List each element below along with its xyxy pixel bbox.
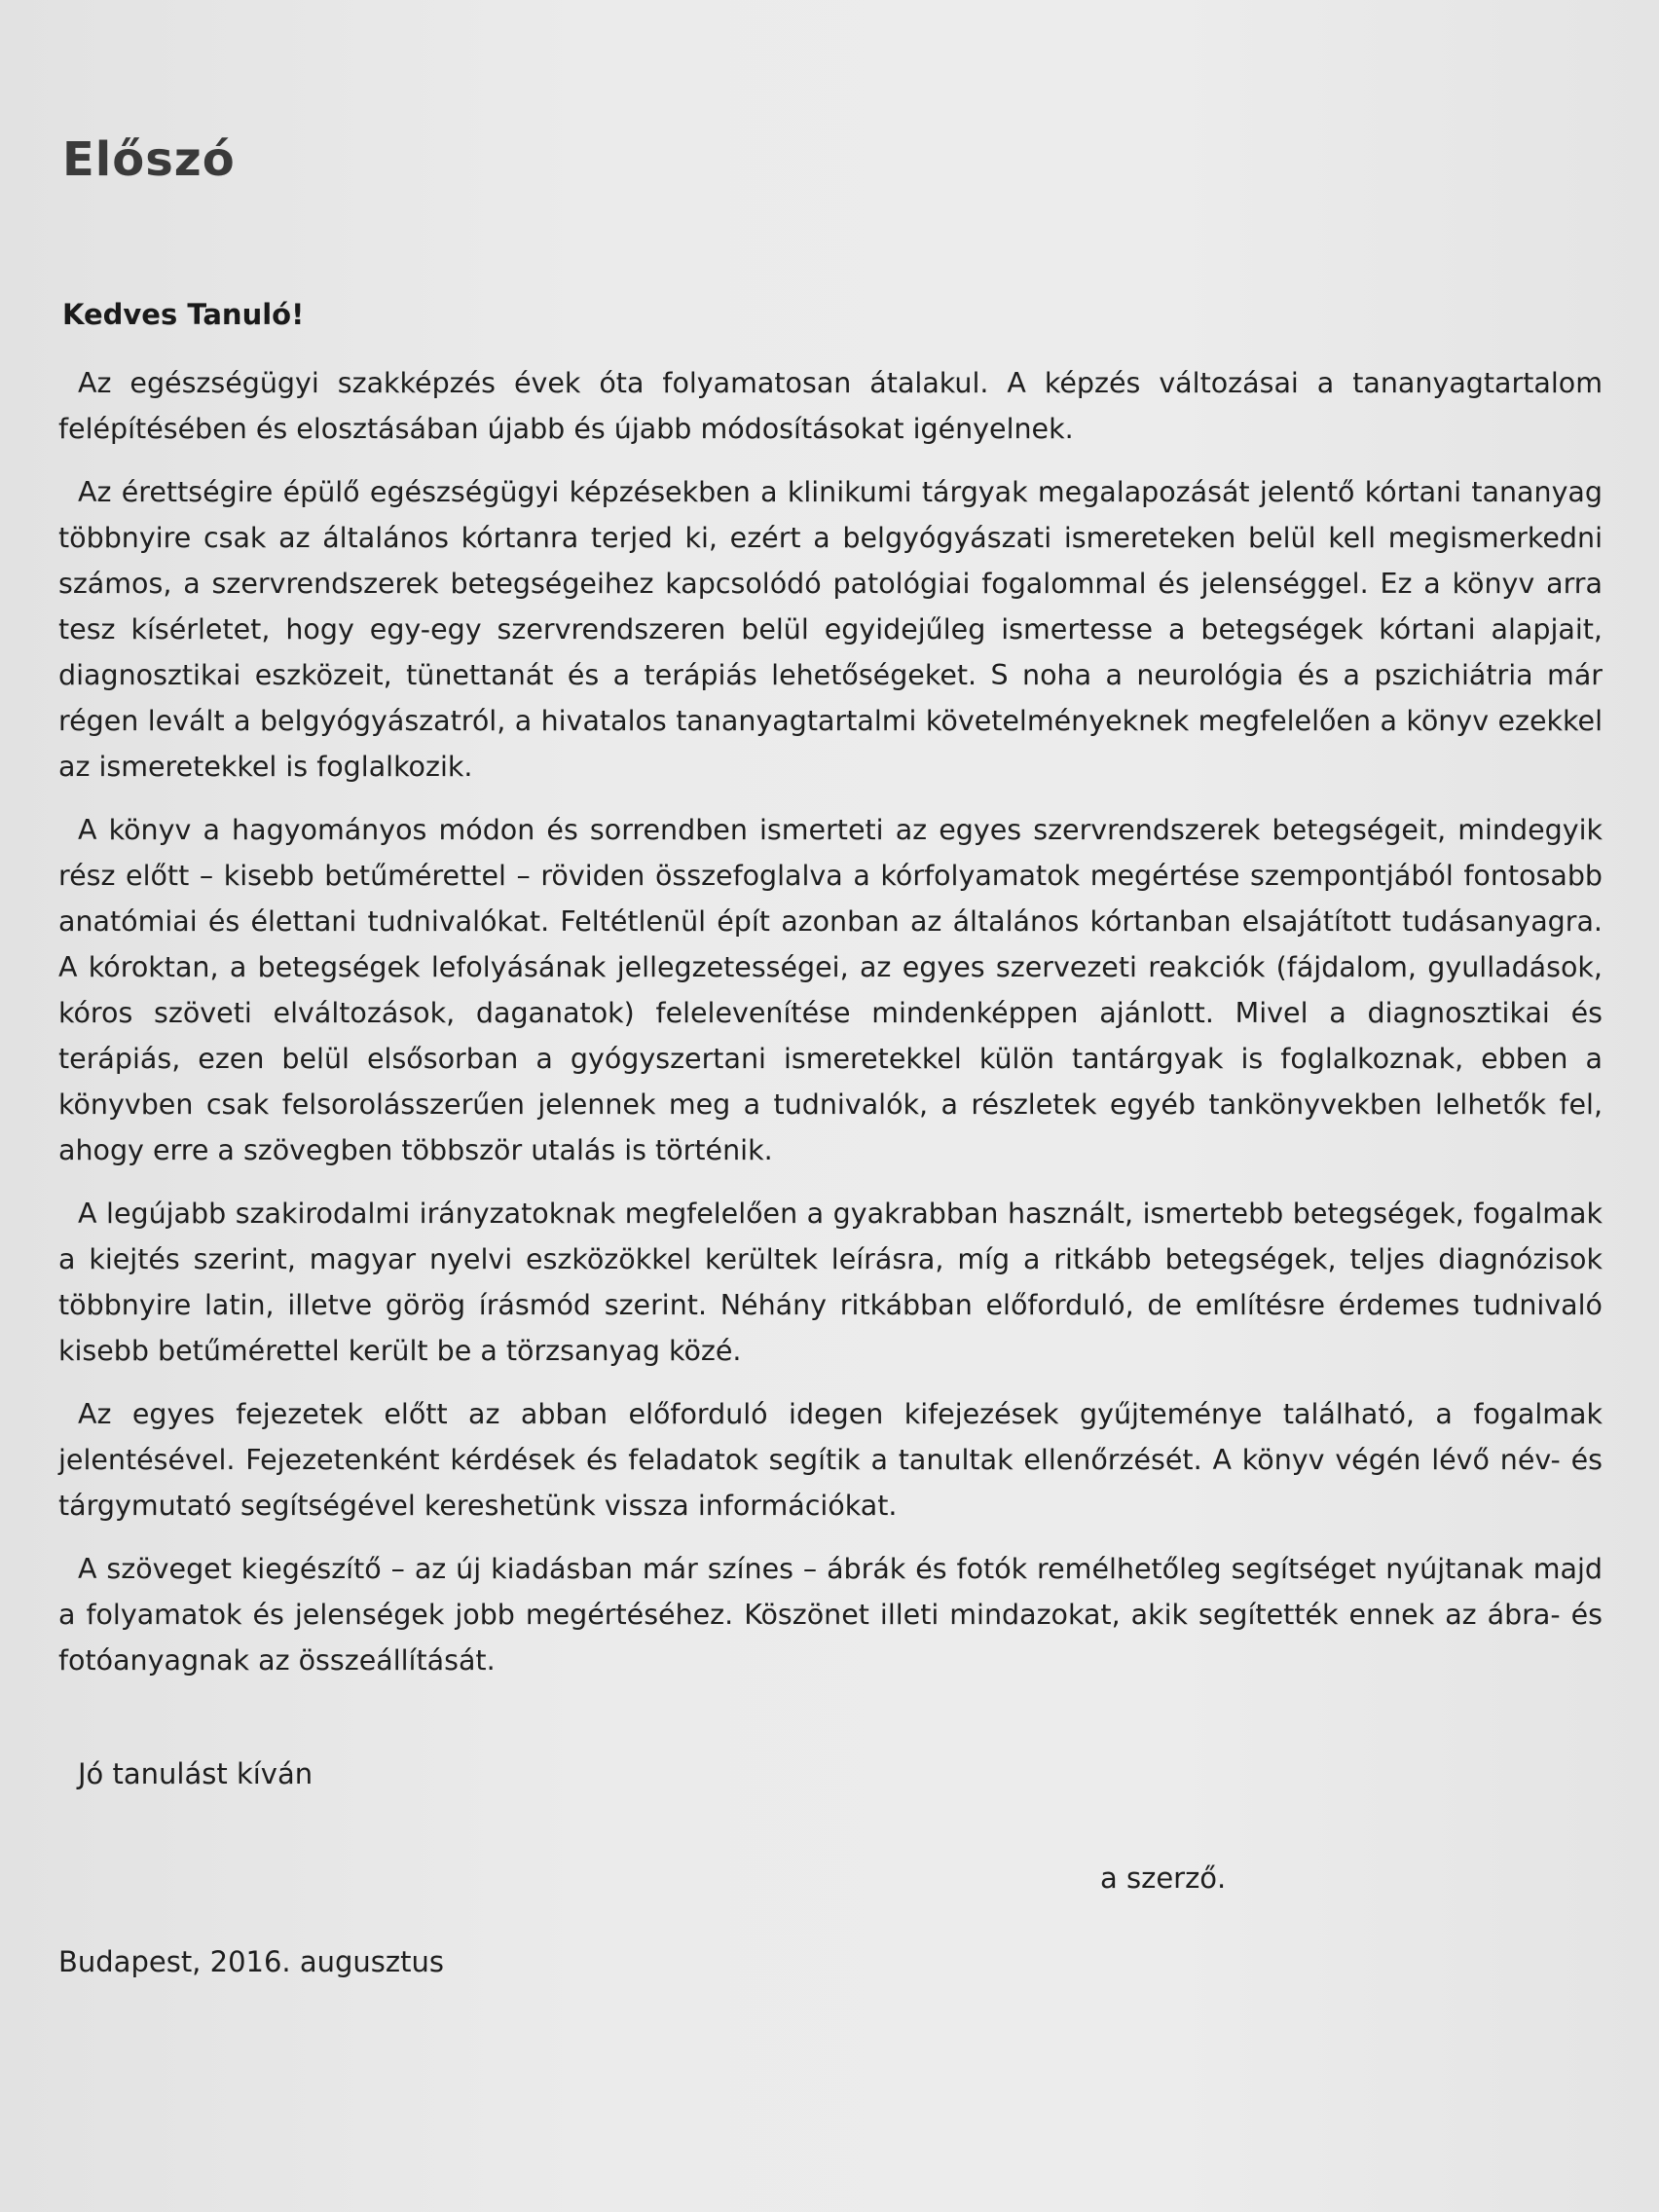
paragraph-3: A könyv a hagyományos módon és sorrendben ismerteti az egyes szervrendszerek betegségeit, mindegyik rész előtt – kisebb betűmérettel – röviden összefoglalva a kórfolyamatok megértése szempontjából fontosabb anatómiai és élettani tudnivalókat. Feltétlenül épít azonban az általános kórtanban elsajátított tudásanyagra. A kóroktan, a betegségek lefolyásának jellegzetességei, az egyes szervezeti reakciók (fájdalom, gyulladások, kóros szöveti elváltozások, daganatok) felelevenítése mindenképpen ajánlott. Mivel a diagnosztikai és terápiás, ezen belül elsősorban a gyógyszertani ismeretekkel külön tantárgyak is foglalkoznak, ebben a könyvben csak felsorolásszerűen jelennek meg a tudnivalók, a részletek egyéb tankönyvekben lelhetők fel, ahogy erre a szövegben többször utalás is történik. <box>58 814 1603 1166</box>
author-signature: a szerző. <box>1100 1862 1227 1895</box>
paragraph-6: A szöveget kiegészítő – az új kiadásban már színes – ábrák és fotók remélhetőleg segítséget nyújtanak majd a folyamatok és jelenségek jobb megértéséhez. Köszönet illeti mindazokat, akik segítették ennek az ábra- és fotóanyagnak az összeállítását. <box>58 1553 1603 1677</box>
closing-line: Jó tanulást kíván <box>78 1757 313 1790</box>
paragraph-5: Az egyes fejezetek előtt az abban előforduló idegen kifejezések gyűjteménye található, a fogalmak jelentésével. Fejezetenként kérdések és feladatok segítik a tanultak ellenőrzését. A könyv végén lévő név- és tárgymutató segítségével kereshetünk vissza információkat. <box>58 1398 1603 1522</box>
paragraph-2: Az érettségire épülő egészségügyi képzésekben a klinikumi tárgyak megalapozását jelentő kórtani tananyag többnyire csak az általános kórtanra terjed ki, ezért a belgyógyászati ismereteken belül kell megismerkedni számos, a szervrendszerek betegségeihez kapcsolódó patológiai fogalommal és jelenséggel. Ez a könyv arra tesz kísérletet, hogy egy-egy szervrendszeren belül egyidejűleg ismertesse a betegségek kórtani alapjait, diagnosztikai eszközeit, tünettanát és a terápiás lehetőségeket. S noha a neurológia és a pszichiátria már régen levált a belgyógyászatról, a hivatalos tananyagtartalmi követelményeknek megfelelően a könyv ezekkel az ismeretekkel is foglalkozik. <box>58 476 1603 783</box>
page-title: Előszó <box>62 132 236 187</box>
paragraph-1: Az egészségügyi szakképzés évek óta folyamatosan átalakul. A képzés változásai a tananyagtartalom felépítésében és elosztásában újabb és újabb módosításokat igényelnek. <box>58 367 1603 445</box>
salutation: Kedves Tanuló! <box>62 298 305 331</box>
preface-body <box>58 292 1603 1701</box>
paragraph-4: A legújabb szakirodalmi irányzatoknak megfelelően a gyakrabban használt, ismertebb betegségek, fogalmak a kiejtés szerint, magyar nyelvi eszközökkel kerültek leírásra, míg a ritkább betegségek, teljes diagnózisok többnyire latin, illetve görög írásmód szerint. Néhány ritkábban előforduló, de említésre érdemes tudnivaló kisebb betűmérettel került be a törzsanyag közé. <box>58 1198 1603 1367</box>
place-and-date: Budapest, 2016. augusztus <box>58 1945 444 1978</box>
